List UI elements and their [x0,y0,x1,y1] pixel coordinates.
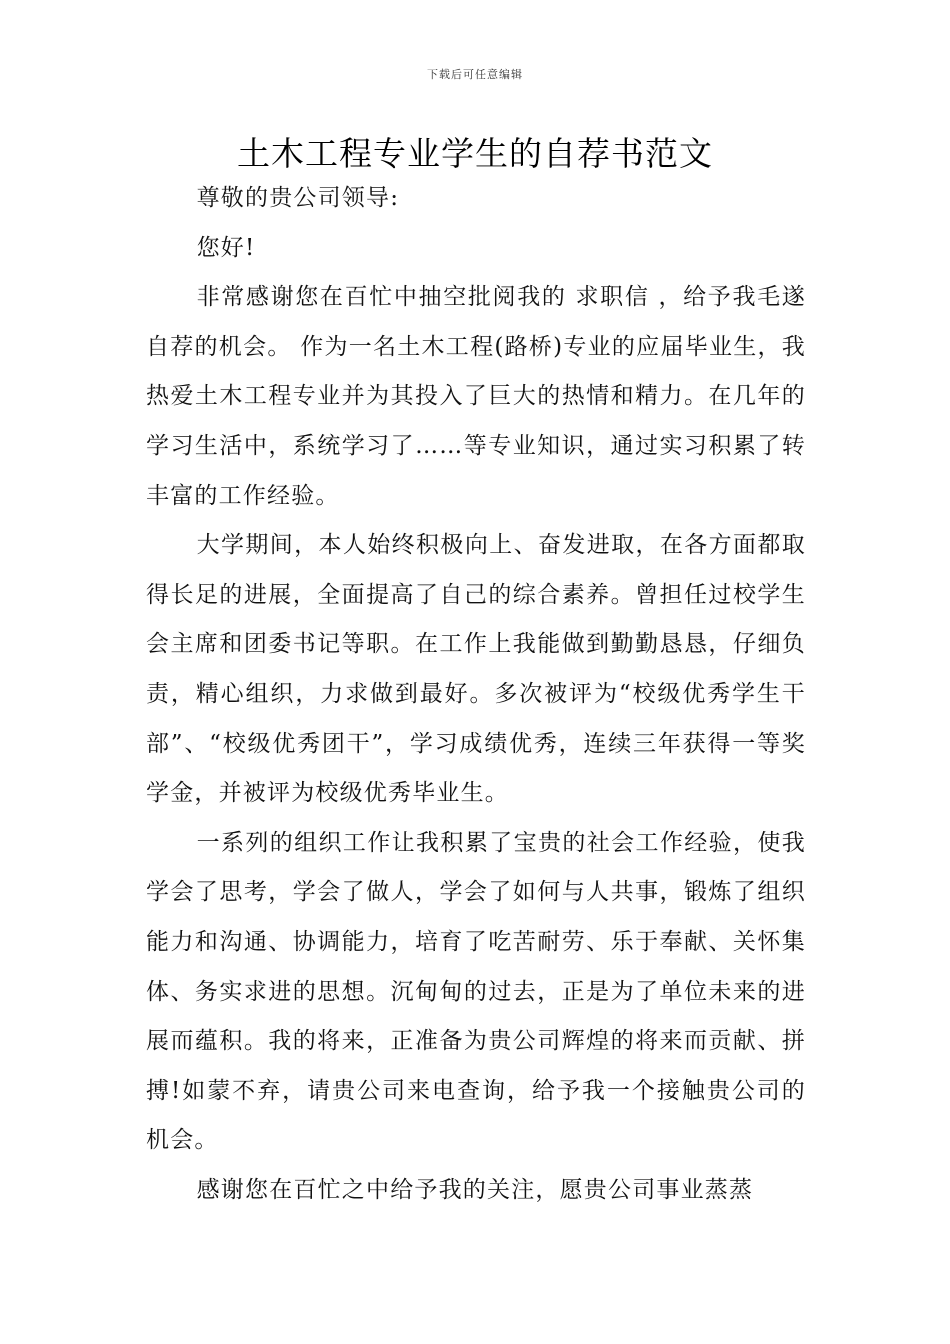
paragraph-2: 大学期间，本人始终积极向上、奋发进取，在各方面都取得长足的进展，全面提高了自己的综合素养。曾担任过校学生会主席和团委书记等职。在工作上我能做到勤勤恳恳，仔细负责，精心组织，力求做到最好。多次被评为“校级优秀学生干部”、“校级优秀团干”，学习成绩优秀，连续三年获得一等奖学金，并被评为校级优秀毕业生。 [146,532,806,807]
paragraph-1: 非常感谢您在百忙中抽空批阅我的 求职信 ，给予我毛遂自荐的机会。 作为一名土木工程(路桥)专业的应届毕业生，我热爱土木工程专业并为其投入了巨大的热情和精力。在几年的学习生活中，系统学习了……等专业知识，通过实习积累了转丰富的工作经验。 [146,284,806,509]
document-body [146,174,806,1215]
salutation: 尊敬的贵公司领导: [196,185,400,211]
greeting: 您好! [196,234,256,261]
document-title: 土木工程专业学生的自荐书范文 [237,134,713,173]
paragraph-4: 感谢您在百忙之中给予我的关注，愿贵公司事业蒸蒸 [196,1176,754,1203]
paragraph-3: 一系列的组织工作让我积累了宝贵的社会工作经验，使我学会了思考，学会了做人，学会了如何与人共事，锻炼了组织能力和沟通、协调能力，培育了吃苦耐劳、乐于奉献、关怀集体、务实求进的思想。沉甸甸的过去，正是为了单位未来的进展而蕴积。我的将来，正准备为贵公司辉煌的将来而贡献、拼搏!如蒙不弃，请贵公司来电查询，给予我一个接触贵公司的机会。 [146,829,806,1154]
header-note: 下载后可任意编辑 [427,68,523,81]
